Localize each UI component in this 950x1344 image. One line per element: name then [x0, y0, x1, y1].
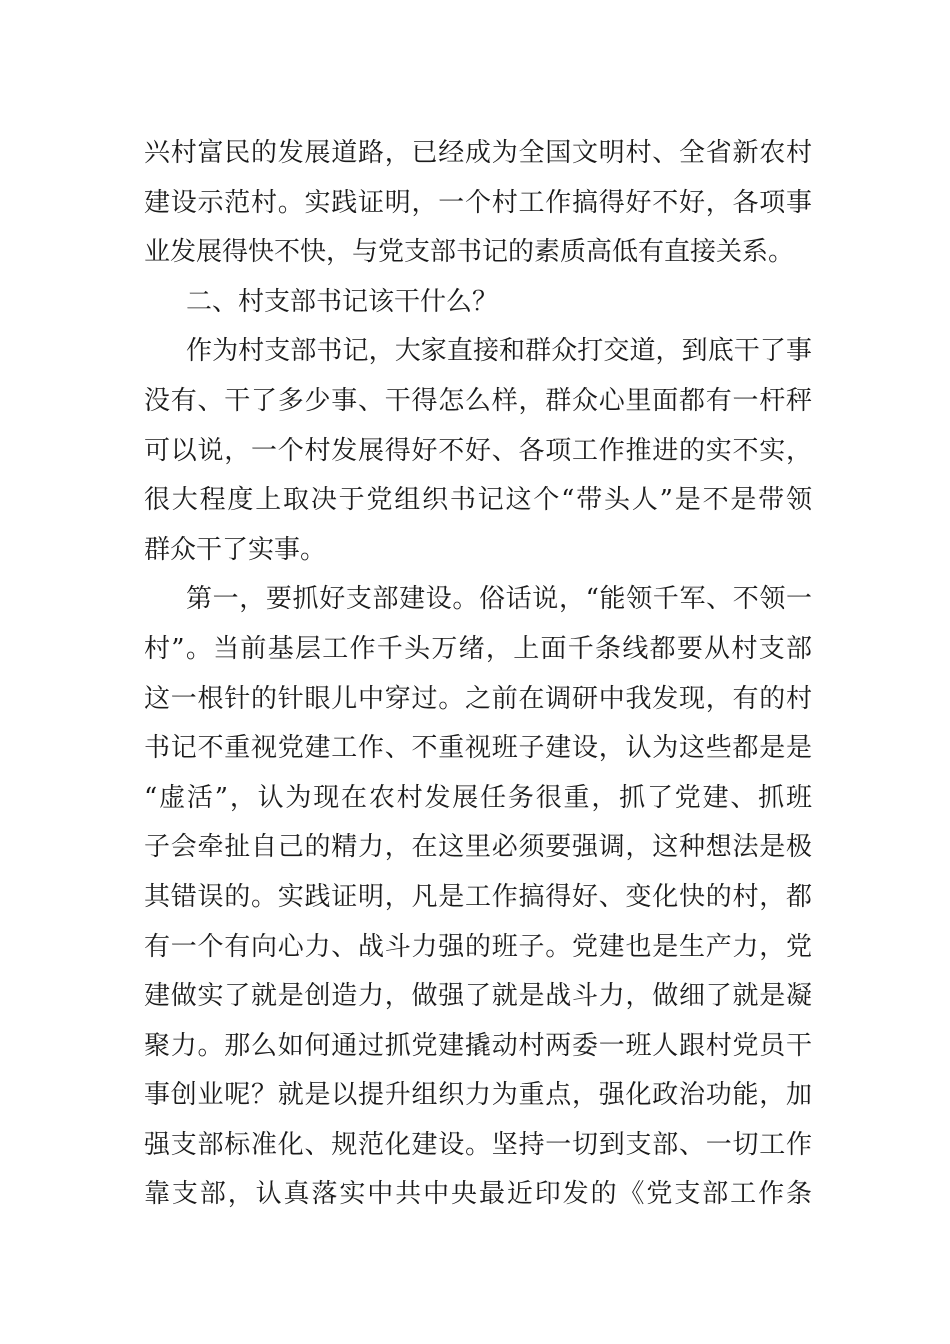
text-line: 业发展得快不快，与党支部书记的素质高低有直接关系。	[144, 237, 795, 268]
text-line: 兴村富民的发展道路，已经成为全国文明村、全省新农村	[144, 138, 812, 168]
text-line: 事创业呢？就是以提升组织力为重点，强化政治功能，加	[144, 1080, 812, 1111]
text-line: 村”。当前基层工作千头万绪，上面千条线都要从村支部	[144, 633, 812, 664]
text-line: 书记不重视党建工作、不重视班子建设，认为这些都是是	[144, 733, 812, 764]
text-line: 子会牵扯自己的精力，在这里必须要强调，这种想法是极	[144, 832, 812, 863]
text-line: 第一，要抓好支部建设。俗话说，“能领千军、不领一	[186, 584, 812, 615]
text-line: 强支部标准化、规范化建设。坚持一切到支部、一切工作	[144, 1129, 812, 1160]
text-line: 靠支部，认真落实中共中央最近印发的《党支部工作条	[144, 1179, 812, 1210]
document-body	[144, 129, 812, 1220]
text-line: 群众干了实事。	[144, 534, 327, 565]
text-line: 建设示范村。实践证明，一个村工作搞得好不好，各项事	[144, 187, 812, 218]
section-heading: 二、村支部书记该干什么？	[186, 286, 499, 317]
text-line: 可以说，一个村发展得好不好、各项工作推进的实不实，	[144, 435, 812, 466]
text-line: “虚活”，认为现在农村发展任务很重，抓了党建、抓班	[144, 782, 812, 813]
text-line: 很大程度上取决于党组织书记这个“带头人”是不是带领	[144, 485, 812, 516]
text-line: 这一根针的针眼儿中穿过。之前在调研中我发现，有的村	[144, 683, 812, 714]
text-line: 没有、干了多少事、干得怎么样，群众心里面都有一杆秤	[144, 385, 812, 416]
text-line: 其错误的。实践证明，凡是工作搞得好、变化快的村，都	[144, 881, 812, 912]
text-line: 有一个有向心力、战斗力强的班子。党建也是生产力，党	[144, 931, 812, 962]
text-line: 建做实了就是创造力，做强了就是战斗力，做细了就是凝	[144, 981, 812, 1012]
text-line: 聚力。那么如何通过抓党建撬动村两委一班人跟村党员干	[144, 1030, 812, 1061]
text-line: 作为村支部书记，大家直接和群众打交道，到底干了事	[186, 336, 812, 367]
